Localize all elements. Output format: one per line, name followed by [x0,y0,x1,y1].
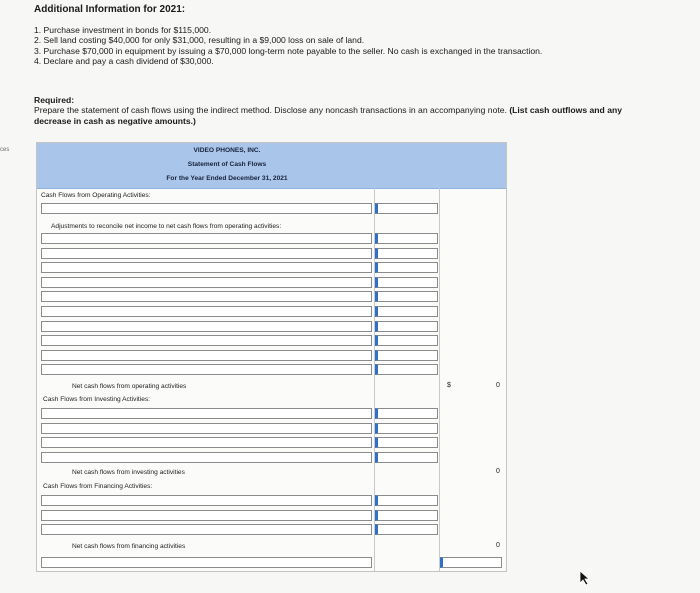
investing-amount-input[interactable] [375,423,438,434]
adjustment-label-input[interactable] [41,364,372,375]
adjustment-label-input[interactable] [41,262,372,273]
currency-symbol: $ [447,382,451,389]
adjustment-amount-input[interactable] [375,233,438,244]
statement-header [37,143,506,189]
net-operating-value: 0 [496,382,500,389]
operating-label-input[interactable] [41,203,372,214]
info-item: 1. Purchase investment in bonds for $115,000. [34,25,212,35]
operating-amount-input[interactable] [375,203,438,214]
adjustments-heading: Adjustments to reconcile net income to net cash flows from operating activities: [51,223,282,230]
financing-label-input[interactable] [41,495,372,506]
investing-amount-input[interactable] [375,408,438,419]
net-operating-label: Net cash flows from operating activities [72,383,187,390]
required-note: (List cash outflows and any decrease in cash as negative amounts.) [34,105,623,126]
info-item: 2. Sell land costing $40,000 for only $31,000, resulting in a $9,000 loss on sale of land. [34,35,365,46]
final-amount-input[interactable] [440,557,502,568]
adjustment-amount-input[interactable] [375,335,438,346]
financing-amount-input[interactable] [375,495,438,506]
adjustment-amount-input[interactable] [375,262,438,273]
investing-label-input[interactable] [41,452,372,463]
operating-heading: Cash Flows from Operating Activities: [41,192,151,199]
statement-period: For the Year Ended December 31, 2021 [166,175,288,182]
adjustment-label-input[interactable] [41,233,372,244]
additional-information [34,4,674,66]
adjustment-amount-input[interactable] [375,277,438,288]
investing-heading: Cash Flows from Investing Activities: [43,396,150,403]
info-item: 4. Declare and pay a cash dividend of $30,000. [34,55,214,66]
investing-label-input[interactable] [41,437,372,448]
required-section [34,95,654,126]
net-investing-label: Net cash flows from investing activities [72,469,185,476]
adjustment-label-input[interactable] [41,277,372,288]
financing-amount-input[interactable] [375,524,438,535]
financing-heading: Cash Flows from Financing Activities: [43,483,153,490]
statement-name: Statement of Cash Flows [187,161,267,168]
investing-amount-input[interactable] [375,452,438,463]
column-divider [439,188,440,571]
adjustment-label-input[interactable] [41,306,372,317]
final-label-input[interactable] [41,557,372,568]
adjustment-label-input[interactable] [41,321,372,332]
adjustment-label-input[interactable] [41,335,372,346]
adjustment-amount-input[interactable] [375,248,438,259]
investing-amount-input[interactable] [375,437,438,448]
side-label: ces [0,147,10,153]
financing-amount-input[interactable] [375,510,438,521]
cash-flow-statement [36,142,507,572]
info-title: Additional Information for 2021: [34,4,186,15]
required-text: Prepare the statement of cash flows using the indirect method. Disclose any noncash transactions in an accompanying note. [34,105,507,116]
adjustment-amount-input[interactable] [375,306,438,317]
adjustment-label-input[interactable] [41,291,372,302]
adjustment-amount-input[interactable] [375,291,438,302]
financing-label-input[interactable] [41,524,372,535]
investing-label-input[interactable] [41,423,372,434]
net-financing-value: 0 [496,542,500,549]
net-financing-label: Net cash flows from financing activities [72,543,186,550]
adjustment-amount-input[interactable] [375,364,438,375]
adjustment-amount-input[interactable] [375,350,438,361]
cursor-arrow-icon [578,570,592,586]
adjustment-amount-input[interactable] [375,321,438,332]
adjustment-label-input[interactable] [41,248,372,259]
net-investing-value: 0 [496,468,500,475]
investing-label-input[interactable] [41,408,372,419]
info-item: 3. Purchase $70,000 in equipment by issuing a $70,000 long-term note payable to the seller. No cash is exchanged in the transaction. [34,45,543,56]
financing-label-input[interactable] [41,510,372,521]
required-title: Required: [34,95,75,105]
company-name: VIDEO PHONES, INC. [193,147,261,154]
adjustment-label-input[interactable] [41,350,372,361]
info-list [34,25,674,66]
